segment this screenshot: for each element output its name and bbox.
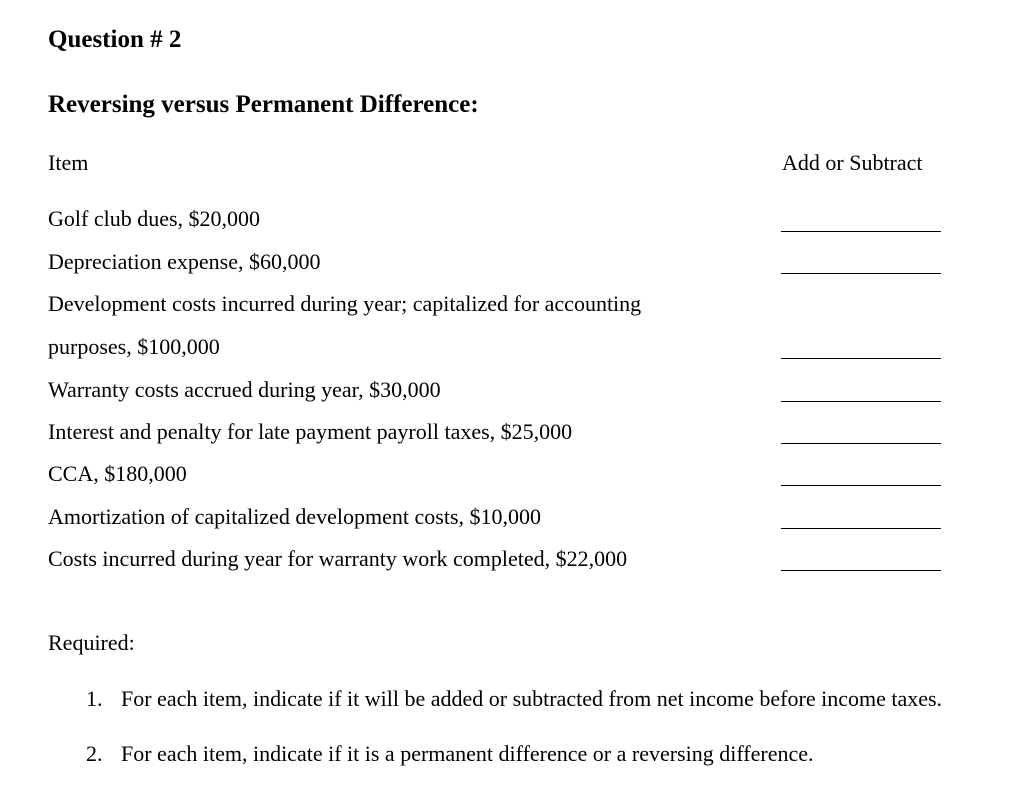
item-development-costs-line2: purposes, $100,000	[48, 334, 220, 359]
question-title: Question # 2	[48, 26, 182, 53]
required-step-text: For each item, indicate if it will be added or subtracted from net income before income taxes.	[121, 686, 943, 711]
answer-blank[interactable]	[781, 401, 941, 402]
answer-blank[interactable]	[781, 358, 941, 359]
item-warranty-work-costs: Costs incurred during year for warranty work completed, $22,000	[48, 546, 628, 571]
answer-blank[interactable]	[781, 528, 941, 529]
required-step-number: 2.	[86, 741, 103, 766]
column-header-add-or-subtract: Add or Subtract	[782, 150, 923, 175]
required-step-text: For each item, indicate if it is a permanent difference or a reversing difference.	[121, 741, 814, 766]
item-warranty-costs-accrued: Warranty costs accrued during year, $30,000	[48, 377, 441, 402]
answer-blank[interactable]	[781, 570, 941, 571]
item-golf-club-dues: Golf club dues, $20,000	[48, 206, 261, 231]
item-interest-and-penalty: Interest and penalty for late payment payroll taxes, $25,000	[48, 419, 573, 444]
item-amortization: Amortization of capitalized development costs, $10,000	[48, 504, 542, 529]
item-depreciation-expense: Depreciation expense, $60,000	[48, 249, 321, 274]
required-label: Required:	[48, 630, 135, 655]
required-step-number: 1.	[86, 686, 103, 711]
answer-blank[interactable]	[781, 443, 941, 444]
answer-blank[interactable]	[781, 273, 941, 274]
column-header-item: Item	[48, 150, 89, 175]
item-development-costs-line1: Development costs incurred during year; capitalized for accounting	[48, 291, 642, 316]
answer-blank[interactable]	[781, 231, 941, 232]
section-title: Reversing versus Permanent Difference:	[48, 91, 479, 118]
item-cca: CCA, $180,000	[48, 461, 187, 486]
answer-blank[interactable]	[781, 485, 941, 486]
